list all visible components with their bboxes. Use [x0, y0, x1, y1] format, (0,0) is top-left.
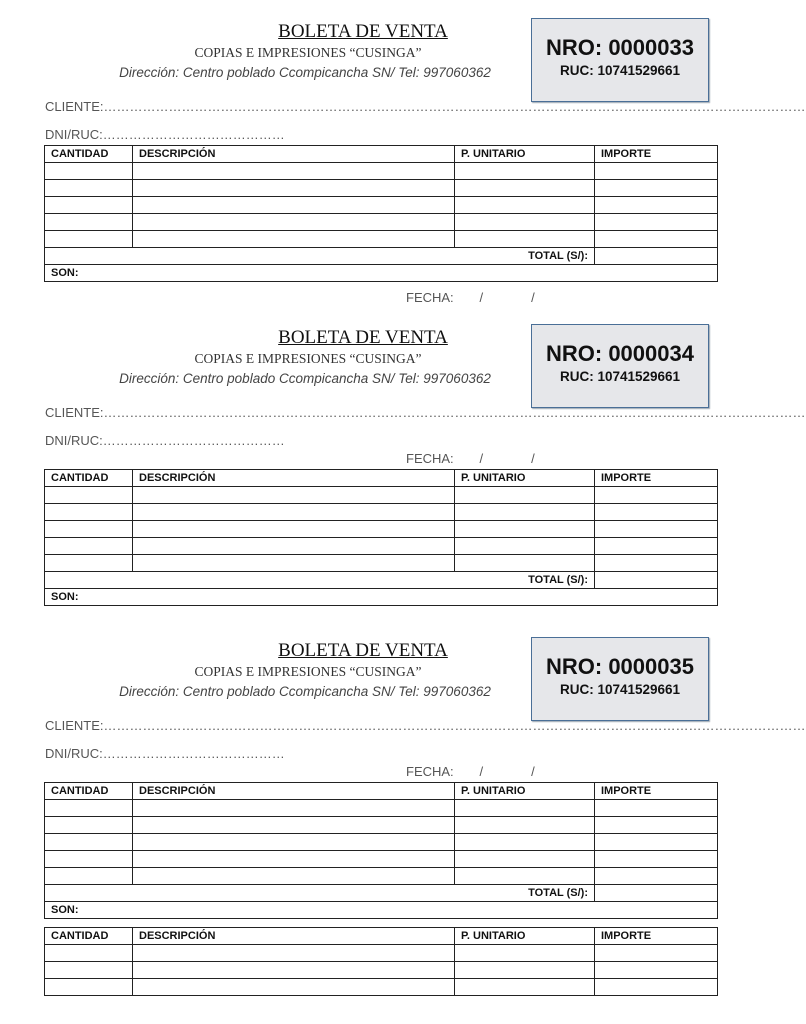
cell[interactable] — [45, 180, 133, 197]
receipt-number: NRO: 0000035 — [546, 654, 694, 679]
column-header-importe: IMPORTE — [595, 928, 718, 945]
cell[interactable] — [133, 538, 455, 555]
dni-ruc-field[interactable]: DNI/RUC:…………………………………… — [45, 127, 285, 142]
table-row[interactable] — [45, 555, 718, 572]
cell[interactable] — [45, 851, 133, 868]
column-header-descripcion: DESCRIPCIÓN — [133, 928, 455, 945]
cell[interactable] — [455, 962, 595, 979]
table-row[interactable] — [45, 538, 718, 555]
table-row[interactable] — [45, 231, 718, 248]
company-address: Dirección: Centro poblado Ccompicancha SN/ Tel: 997060362 — [119, 684, 491, 699]
cell[interactable] — [595, 945, 718, 962]
cell[interactable] — [455, 834, 595, 851]
cell[interactable] — [595, 504, 718, 521]
cell[interactable] — [45, 945, 133, 962]
receipt-number: NRO: 0000033 — [546, 35, 694, 60]
total-value-cell[interactable] — [595, 248, 718, 265]
company-name: COPIAS E IMPRESIONES “CUSINGA” — [194, 45, 422, 60]
cell[interactable] — [595, 197, 718, 214]
column-header-importe: IMPORTE — [595, 146, 718, 163]
cell[interactable] — [455, 197, 595, 214]
cell[interactable] — [45, 521, 133, 538]
table-row[interactable] — [45, 163, 718, 180]
company-name: COPIAS E IMPRESIONES “CUSINGA” — [194, 664, 422, 679]
dni-ruc-field[interactable]: DNI/RUC:…………………………………… — [45, 746, 285, 761]
cell[interactable] — [45, 197, 133, 214]
cell[interactable] — [595, 800, 718, 817]
table-header-row — [45, 928, 718, 945]
cell[interactable] — [133, 521, 455, 538]
cell[interactable] — [45, 555, 133, 572]
table-header-row — [45, 783, 718, 800]
cell[interactable] — [133, 945, 455, 962]
son-row — [45, 589, 718, 606]
cell[interactable] — [455, 851, 595, 868]
cell[interactable] — [455, 555, 595, 572]
cell[interactable] — [455, 163, 595, 180]
cell[interactable] — [45, 231, 133, 248]
receipt-number-box — [531, 18, 709, 102]
cell[interactable] — [455, 817, 595, 834]
column-header-importe: IMPORTE — [595, 783, 718, 800]
total-value-cell[interactable] — [595, 885, 718, 902]
cell[interactable] — [133, 979, 455, 996]
cell[interactable] — [45, 487, 133, 504]
cell[interactable] — [595, 555, 718, 572]
son-label[interactable]: SON: — [45, 589, 718, 606]
table-row[interactable] — [45, 487, 718, 504]
column-header-cantidad: CANTIDAD — [45, 146, 133, 163]
column-header-cantidad: CANTIDAD — [45, 783, 133, 800]
table-row[interactable] — [45, 800, 718, 817]
cell[interactable] — [455, 214, 595, 231]
cell[interactable] — [45, 538, 133, 555]
receipt-number-box — [531, 324, 709, 408]
ruc-number: RUC: 10741529661 — [559, 682, 681, 697]
cell[interactable] — [133, 868, 455, 885]
cell[interactable] — [133, 487, 455, 504]
total-row — [45, 885, 718, 902]
fecha-separator: / — [479, 764, 484, 779]
table-row[interactable] — [45, 521, 718, 538]
cell[interactable] — [45, 834, 133, 851]
cell[interactable] — [133, 851, 455, 868]
cell[interactable] — [595, 163, 718, 180]
cell[interactable] — [595, 231, 718, 248]
cell[interactable] — [595, 180, 718, 197]
cell[interactable] — [455, 979, 595, 996]
column-header-p-unitario: P. UNITARIO — [455, 928, 595, 945]
cell[interactable] — [45, 868, 133, 885]
ruc-number: RUC: 10741529661 — [559, 369, 681, 384]
receipt-title: BOLETA DE VENTA — [278, 640, 448, 661]
cell[interactable] — [595, 817, 718, 834]
cliente-field[interactable]: CLIENTE:……………………………………………………………………………………………………………………………………………… — [45, 99, 806, 114]
items-table-partial — [44, 927, 718, 996]
table-row[interactable] — [45, 214, 718, 231]
fecha-line[interactable] — [406, 451, 557, 466]
column-header-importe: IMPORTE — [595, 470, 718, 487]
table-row[interactable] — [45, 817, 718, 834]
company-address: Dirección: Centro poblado Ccompicancha SN/ Tel: 997060362 — [119, 371, 491, 386]
column-header-p-unitario: P. UNITARIO — [455, 783, 595, 800]
total-row — [45, 248, 718, 265]
cell[interactable] — [595, 214, 718, 231]
cell[interactable] — [133, 214, 455, 231]
receipt-number-box — [531, 637, 709, 721]
dni-ruc-field[interactable]: DNI/RUC:…………………………………… — [45, 433, 285, 448]
table-row[interactable] — [45, 945, 718, 962]
total-value-cell[interactable] — [595, 572, 718, 589]
fecha-label: FECHA: — [406, 290, 454, 305]
cell[interactable] — [133, 834, 455, 851]
cell[interactable] — [133, 800, 455, 817]
cell[interactable] — [133, 163, 455, 180]
cell[interactable] — [133, 197, 455, 214]
cell[interactable] — [45, 504, 133, 521]
cliente-field[interactable]: CLIENTE:……………………………………………………………………………………………………………………………………………… — [45, 405, 806, 420]
total-label: TOTAL (S/): — [45, 885, 595, 902]
cell[interactable] — [455, 504, 595, 521]
cell[interactable] — [595, 868, 718, 885]
fecha-separator: / — [479, 290, 484, 305]
son-label[interactable]: SON: — [45, 265, 718, 282]
cell[interactable] — [455, 538, 595, 555]
fecha-line[interactable] — [406, 290, 557, 305]
cell[interactable] — [595, 538, 718, 555]
cell[interactable] — [45, 962, 133, 979]
cell[interactable] — [595, 521, 718, 538]
items-table — [44, 782, 718, 919]
table-header-row — [45, 146, 718, 163]
column-header-descripcion: DESCRIPCIÓN — [133, 783, 455, 800]
cell[interactable] — [595, 851, 718, 868]
total-row — [45, 572, 718, 589]
cell[interactable] — [455, 487, 595, 504]
cell[interactable] — [595, 487, 718, 504]
cell[interactable] — [455, 231, 595, 248]
column-header-p-unitario: P. UNITARIO — [455, 470, 595, 487]
cell[interactable] — [133, 231, 455, 248]
cell[interactable] — [455, 945, 595, 962]
company-address: Dirección: Centro poblado Ccompicancha SN/ Tel: 997060362 — [119, 65, 491, 80]
table-header-row — [45, 470, 718, 487]
table-row[interactable] — [45, 962, 718, 979]
table-row[interactable] — [45, 868, 718, 885]
cell[interactable] — [133, 555, 455, 572]
cell[interactable] — [133, 180, 455, 197]
ruc-number: RUC: 10741529661 — [559, 63, 681, 78]
total-label: TOTAL (S/): — [45, 248, 595, 265]
cell[interactable] — [595, 962, 718, 979]
cell[interactable] — [45, 214, 133, 231]
receipt-title: BOLETA DE VENTA — [278, 21, 448, 42]
receipt-title: BOLETA DE VENTA — [278, 327, 448, 348]
cell[interactable] — [595, 979, 718, 996]
cell[interactable] — [45, 817, 133, 834]
fecha-separator: / — [479, 451, 484, 466]
cliente-field[interactable]: CLIENTE:……………………………………………………………………………………………………………………………………………… — [45, 718, 806, 733]
fecha-separator: / — [531, 451, 535, 466]
son-label[interactable]: SON: — [45, 902, 718, 919]
cell[interactable] — [455, 521, 595, 538]
cell[interactable] — [45, 800, 133, 817]
cell[interactable] — [455, 800, 595, 817]
fecha-label: FECHA: — [406, 764, 454, 779]
cell[interactable] — [133, 962, 455, 979]
fecha-label: FECHA: — [406, 451, 454, 466]
cell[interactable] — [45, 979, 133, 996]
fecha-separator: / — [531, 764, 535, 779]
table-row[interactable] — [45, 180, 718, 197]
cell[interactable] — [455, 180, 595, 197]
fecha-separator: / — [531, 290, 535, 305]
fecha-line[interactable] — [406, 764, 557, 779]
table-row[interactable] — [45, 504, 718, 521]
column-header-descripcion: DESCRIPCIÓN — [133, 146, 455, 163]
son-row — [45, 902, 718, 919]
company-name: COPIAS E IMPRESIONES “CUSINGA” — [194, 351, 422, 366]
cell[interactable] — [595, 834, 718, 851]
son-row — [45, 265, 718, 282]
table-row[interactable] — [45, 197, 718, 214]
items-table — [44, 145, 718, 282]
cell[interactable] — [133, 504, 455, 521]
column-header-p-unitario: P. UNITARIO — [455, 146, 595, 163]
cell[interactable] — [133, 817, 455, 834]
receipt-number: NRO: 0000034 — [546, 341, 694, 366]
cell[interactable] — [45, 163, 133, 180]
column-header-cantidad: CANTIDAD — [45, 470, 133, 487]
total-label: TOTAL (S/): — [45, 572, 595, 589]
table-row[interactable] — [45, 834, 718, 851]
table-row[interactable] — [45, 979, 718, 996]
column-header-cantidad: CANTIDAD — [45, 928, 133, 945]
cell[interactable] — [455, 868, 595, 885]
items-table — [44, 469, 718, 606]
table-row[interactable] — [45, 851, 718, 868]
column-header-descripcion: DESCRIPCIÓN — [133, 470, 455, 487]
